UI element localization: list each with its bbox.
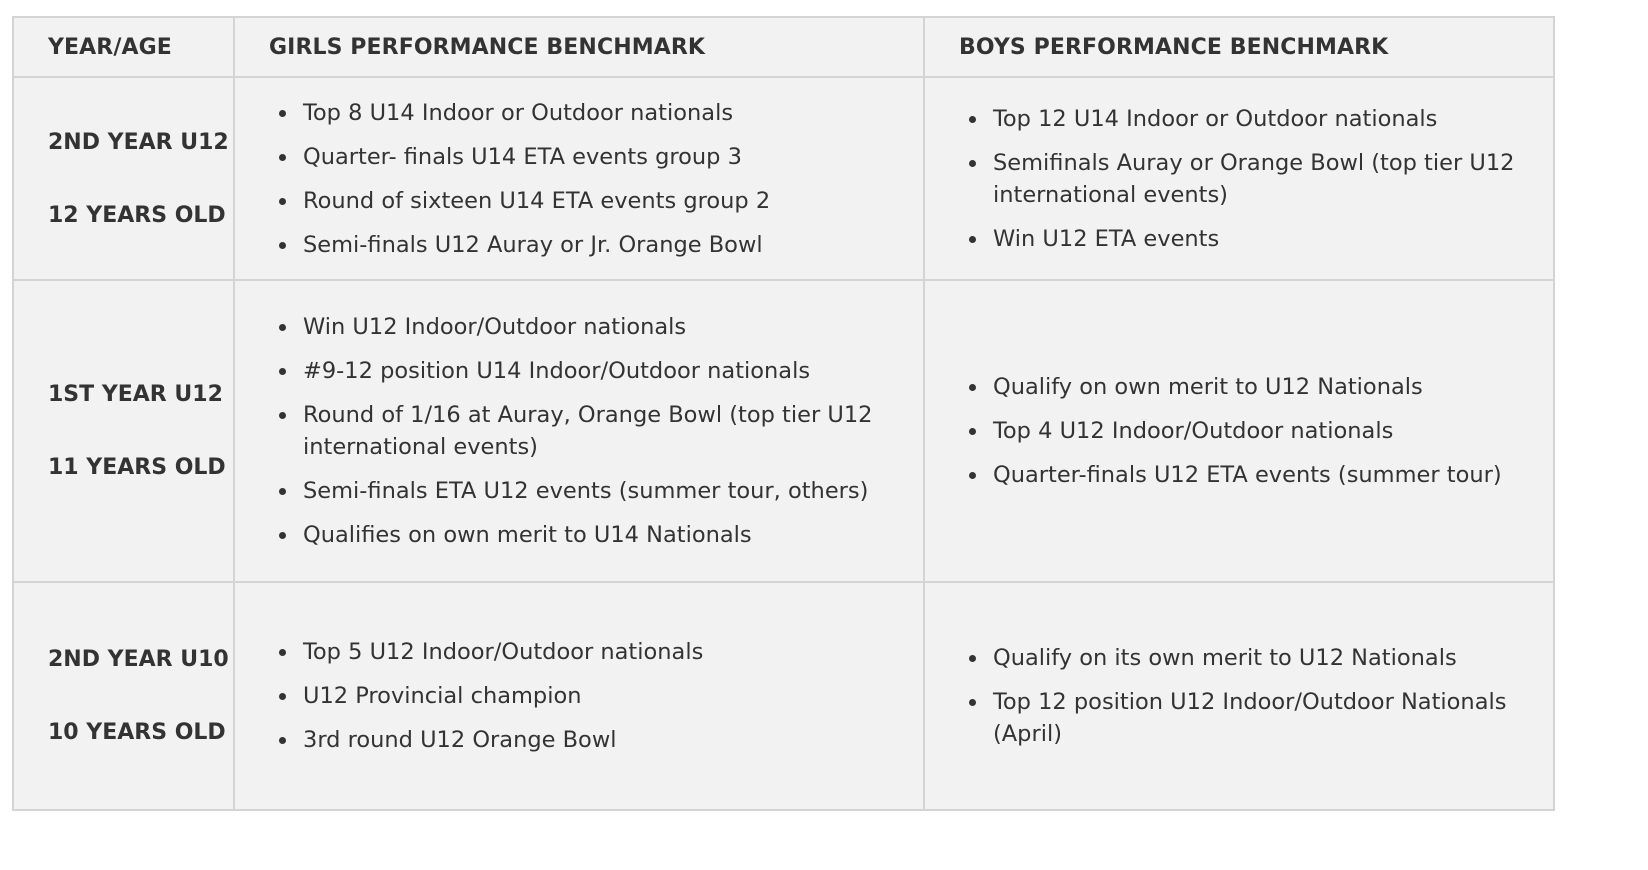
list-item: Quarter- finals U14 ETA events group 3 <box>303 141 903 173</box>
boys-benchmark-cell <box>924 582 1554 810</box>
list-item: Qualify on its own merit to U12 Nationals <box>993 642 1533 674</box>
table-row <box>13 280 1554 582</box>
table-body <box>13 77 1554 810</box>
list-item: Win U12 Indoor/Outdoor nationals <box>303 311 903 343</box>
girls-benchmark-list <box>269 311 903 551</box>
list-item: Quarter-finals U12 ETA events (summer tour) <box>993 459 1533 491</box>
list-item: 3rd round U12 Orange Bowl <box>303 724 903 756</box>
boys-benchmark-list <box>959 371 1533 491</box>
list-item: U12 Provincial champion <box>303 680 903 712</box>
year-age-cell <box>13 77 234 280</box>
year-label: 1ST YEAR U12 <box>48 382 223 407</box>
list-item: Round of sixteen U14 ETA events group 2 <box>303 185 903 217</box>
boys-benchmark-header: BOYS PERFORMANCE BENCHMARK <box>924 17 1554 77</box>
boys-benchmark-list <box>959 103 1533 255</box>
boys-benchmark-cell <box>924 77 1554 280</box>
year-age-cell <box>13 280 234 582</box>
list-item: Top 4 U12 Indoor/Outdoor nationals <box>993 415 1533 447</box>
age-label: 11 YEARS OLD <box>48 455 226 480</box>
table-row <box>13 77 1554 280</box>
girls-benchmark-cell <box>234 582 924 810</box>
list-item: Semi-finals ETA U12 events (summer tour, others) <box>303 475 903 507</box>
girls-benchmark-list <box>269 636 903 756</box>
list-item: Top 8 U14 Indoor or Outdoor nationals <box>303 97 903 129</box>
benchmark-table <box>12 16 1555 811</box>
girls-benchmark-cell <box>234 77 924 280</box>
girls-benchmark-cell <box>234 280 924 582</box>
list-item: Qualifies on own merit to U14 Nationals <box>303 519 903 551</box>
list-item: Top 12 U14 Indoor or Outdoor nationals <box>993 103 1533 135</box>
age-label: 10 YEARS OLD <box>48 720 226 745</box>
girls-benchmark-list <box>269 97 903 261</box>
year-age-header: YEAR/AGE <box>13 17 234 77</box>
list-item: Semifinals Auray or Orange Bowl (top tier U12 international events) <box>993 147 1533 211</box>
list-item: Top 5 U12 Indoor/Outdoor nationals <box>303 636 903 668</box>
table-header <box>13 17 1554 77</box>
list-item: Win U12 ETA events <box>993 223 1533 255</box>
age-label: 12 YEARS OLD <box>48 202 226 228</box>
list-item: #9-12 position U14 Indoor/Outdoor nationals <box>303 355 903 387</box>
list-item: Semi-finals U12 Auray or Jr. Orange Bowl <box>303 229 903 261</box>
header-row <box>13 17 1554 77</box>
table-row <box>13 582 1554 810</box>
boys-benchmark-cell <box>924 280 1554 582</box>
list-item: Qualify on own merit to U12 Nationals <box>993 371 1533 403</box>
year-label: 2ND YEAR U10 <box>48 647 229 672</box>
boys-benchmark-list <box>959 642 1533 750</box>
year-age-cell <box>13 582 234 810</box>
list-item: Round of 1/16 at Auray, Orange Bowl (top tier U12 international events) <box>303 399 903 463</box>
year-label: 2ND YEAR U12 <box>48 129 229 155</box>
list-item: Top 12 position U12 Indoor/Outdoor Nationals (April) <box>993 686 1533 750</box>
girls-benchmark-header: GIRLS PERFORMANCE BENCHMARK <box>234 17 924 77</box>
